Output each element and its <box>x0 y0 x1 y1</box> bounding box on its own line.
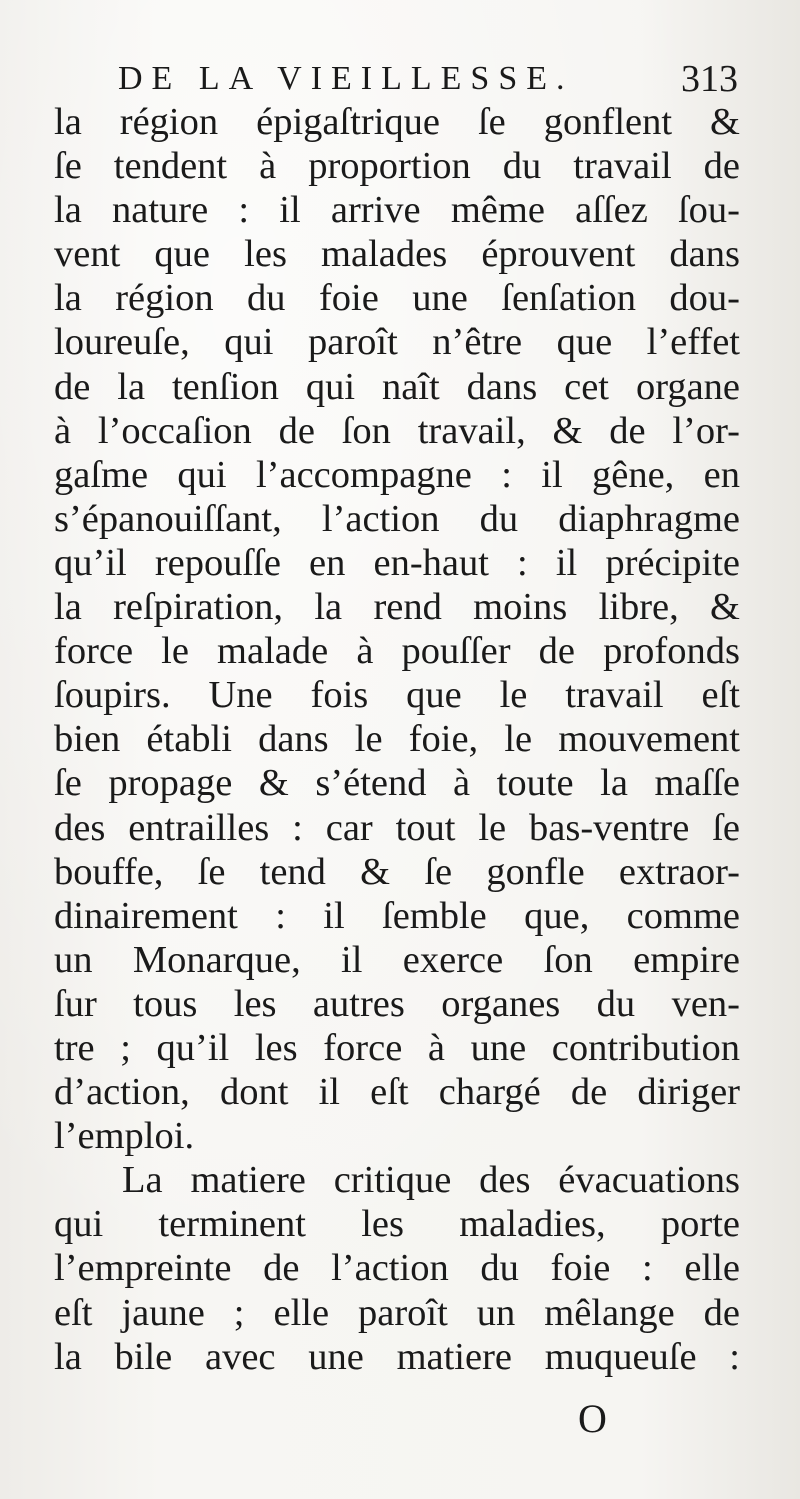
page-number: 313 <box>681 58 738 100</box>
text-line: s’épanouiſſant, l’action du diaphragme <box>54 497 740 540</box>
text-line: ſe propage & s’étend à toute la maſſe <box>54 762 740 805</box>
text-line: force le malade à pouſſer de profonds <box>54 630 740 673</box>
text-line: eſt jaune ; elle paroît un mêlange de <box>54 1291 740 1334</box>
text-line: gaſme qui l’accompagne : il gêne, en <box>54 453 740 496</box>
text-line: l’empreinte de l’action du foie : elle <box>54 1247 740 1290</box>
text-line: qu’il repouſſe en en-haut : il précipite <box>54 541 740 584</box>
paragraph-end-line: l’emploi. <box>54 1115 195 1158</box>
text-line: d’action, dont il eſt chargé de diriger <box>54 1071 740 1114</box>
body-text <box>54 100 740 1379</box>
text-line: à l’occaſion de ſon travail, & de l’or- <box>54 409 740 452</box>
text-line: bouffe, ſe tend & ſe gonfle extraor- <box>54 850 740 893</box>
text-line: ſe tendent à proportion du travail de <box>54 145 740 188</box>
text-line: la bile avec une matiere muqueuſe : <box>54 1335 740 1378</box>
text-line: de la tenſion qui naît dans cet organe <box>54 365 740 408</box>
text-line: vent que les malades éprouvent dans <box>54 233 740 276</box>
text-line: loureuſe, qui paroît n’être que l’effet <box>54 321 740 364</box>
catchword: O <box>578 1396 607 1441</box>
text-line: qui terminent les maladies, porte <box>54 1203 740 1246</box>
text-line: des entrailles : car tout le bas-ventre ſe <box>54 806 740 849</box>
text-line: la reſpiration, la rend moins libre, & <box>54 586 740 629</box>
text-line: ſur tous les autres organes du ven- <box>54 982 740 1025</box>
paragraph-first-line: La matiere critique des évacuations <box>122 1159 740 1202</box>
text-line: la nature : il arrive même aſſez ſou- <box>54 189 740 232</box>
text-line: un Monarque, il exerce ſon empire <box>54 938 740 981</box>
text-line: tre ; qu’il les force à une contribution <box>54 1026 740 1069</box>
text-line: bien établi dans le foie, le mouvement <box>54 718 740 761</box>
text-line: ſoupirs. Une fois que le travail eſt <box>54 674 740 717</box>
text-line: dinairement : il ſemble que, comme <box>54 894 740 937</box>
running-title: DE LA VIEILLESSE. <box>118 60 574 97</box>
text-line: la région épigaſtrique ſe gonflent & <box>54 101 740 143</box>
page-header <box>118 54 738 104</box>
text-line: la région du foie une ſenſation dou- <box>54 277 740 320</box>
